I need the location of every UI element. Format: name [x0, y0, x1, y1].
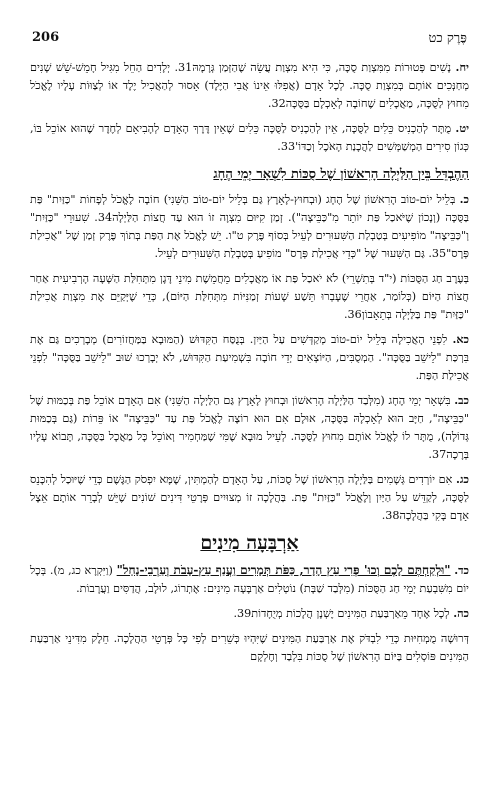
paragraph	[30, 470, 469, 525]
paragraph-number: כב.	[454, 393, 469, 407]
paragraph-number: כא.	[452, 332, 469, 346]
paragraph	[30, 561, 469, 598]
paragraph-text: בְּעֶרֶב חַג הַסֻּכּוֹת (י"ד בְּתִשְׁרֵי) לֹא יֹאכַל פַּת אוֹ מַאֲכָלִים מֵחֲמֵשֶׁת מִינֵי דָּגָן מִתְּחִלַּת הַשָּׁעָה הָרְבִיעִית אַחַר חֲצוֹת הַיּוֹם (כְּלוֹמַר, אַחֲרֵי שֶׁעָבְרוּ תֵּשַׁע שָׁעוֹת זְמַנִּיּוֹת מִתְּחִלַּת הַיּוֹם), כְּדֵי שֶׁיְּקַיֵּם אֶת מִצְוַת אֲכִילַת "כַּזַּיִת" פַּת בַּלַּיְלָה בְּתֵאָבוֹן36.	[30, 272, 469, 321]
paragraph	[30, 330, 469, 385]
paragraph	[30, 58, 469, 113]
paragraph	[30, 269, 469, 324]
running-title: פֶּרֶק כט	[428, 31, 467, 46]
paragraph-text: בִּשְׁאָר יְמֵי הֶחָג (מִלְּבַד הַלַּיְלָה הָרִאשׁוֹן וּבְחוּץ לָאָרֶץ גַּם הַלַּיְלָה הַשֵּׁנִי) אִם הָאָדָם אוֹכֵל פַּת בְּכַמּוּת שֶׁל "כַּבֵּיצָה", חַיָּב הוּא לְאָכְלָהּ בַּסֻּכָּה, אוּלָם אִם הוּא רוֹצֶה לֶאֱכֹל פַּת עַד "כַּבֵּיצָה" אוֹ פֵּרוֹת (גַּם בְּכַמּוּת גְּדוֹלָה), מֻתָּר לוֹ לֶאֱכֹל אוֹתָם מִחוּץ לַסֻּכָּה. לְעֵיל מוּבָא שֶׁמִּי שֶׁמַּחְמִיר וְאוֹכֵל כָּל מַאֲכָל בַּסֻּכָּה, תָּבוֹא עָלָיו בְּרָכָה37.	[30, 394, 469, 461]
verse-quote: "וּלְקַחְתֶּם לָכֶם וְכוּ' פְּרִי עֵץ הָדָר, כַּפֹּת תְּמָרִים וַעֲנַף עֵץ-עָבֹת וְעַרְבֵי-נָחַל"	[116, 563, 451, 577]
paragraph-text: לִפְנֵי הָאֲכִילָה בְּלֵיל יוֹם-טוֹב מְקַדְּשִׁים עַל הַיַּיִן. בְּנֻסַּח הַקִּדּוּשׁ (הַמּוּבָא בַּמַּחֲזוֹרִים) מְבָרְכִים גַּם אֶת בִּרְכַּת "לֵישֵׁב בַּסֻּכָּה". הַמְסֻבִּים, הַיּוֹצְאִים יְדֵי חוֹבָה בִּשְׁמִיעַת הַקִּדּוּשׁ, לֹא יְבָרְכוּ שׁוּב "לֵישֵׁב בַּסֻּכָּה" לִפְנֵי אֲכִילַת הַפַּת.	[30, 333, 469, 382]
paragraph-text: מֻתָּר לְהַכְנִיס כֵּלִים לַסֻּכָּה, אֵין לְהַכְנִיס לַסֻּכָּה כֵּלִים שֶׁאֵין דֶּרֶךְ הָאָדָם לְהָבִיאָם לְחֶדֶר שֶׁהוּא אוֹכֵל בּוֹ, כְּגוֹן סִירִים הַמְשַׁמְּשִׁים לַהֲכָנַת הָאֹכֶל וְכַדּוֹ'33.	[30, 122, 469, 153]
paragraph-number: כד.	[454, 563, 469, 577]
paragraph-text: נָשִׁים פְּטוּרוֹת מִמִּצְוַת סֻכָּה, כִּי הִיא מִצְוַת עֲשֵׂה שֶׁהַזְּמַן גְּרָמָהּ31. יְלָדִים הַחֵל מִגִּיל חָמֵשׁ-שֵׁשׁ שָׁנִים מְחַנְּכִים אוֹתָם בְּמִצְוַת סֻכָּה. לְכָל אָדָם (אֲפִלּוּ אֵינוֹ אֲבִי הַיֶּלֶד) אָסוּר לְהַאֲכִיל יֶלֶד אוֹ לְצַוּוֹת עָלָיו לֶאֱכֹל מִחוּץ לַסֻּכָּה, מַאֲכָלִים שֶׁחוֹבָה לְאָכְלָם בַּסֻּכָּה32.	[30, 61, 469, 110]
paragraph-number: יח.	[455, 60, 469, 74]
paragraph-text: לְכָל אֶחָד מֵאַרְבַּעַת הַמִּינִים יֶשְׁנָן הֲלָכוֹת מְיֻחָדוֹת39.	[233, 607, 450, 620]
paragraph-number: כה.	[453, 606, 469, 620]
paragraph	[30, 629, 469, 666]
page-number: 206	[32, 30, 60, 45]
paragraph-text: בְּלֵיל יוֹם-טוֹב הָרִאשׁוֹן שֶׁל הֶחָג (וּבְחוּץ-לָאָרֶץ גַּם בְּלֵיל יוֹם-טוֹב הַשֵּׁנִי) חוֹבָה לֶאֱכֹל לְפָחוֹת "כַּזַּיִת" פַּת בַּסֻּכָּה (וְנָכוֹן שֶׁיֹּאכַל פַּת יוֹתֵר מִ"כַּבֵּיצָה"). זְמַן קִיּוּם מִצְוָה זוֹ הוּא עַד חֲצוֹת הַלַּיְלָה34. שִׁעוּרֵי "כַּזַּיִת" וְ"כַּבֵּיצָה" מוֹפִיעִים בְּטַבְלַת הַשִּׁעוּרִים לְעֵיל בְּסוֹף פֶּרֶק ט"ו. יֵשׁ לֶאֱכֹל אֶת הַפַּת בְּתוֹךְ פֶּרֶק זְמַן שֶׁל "אֲכִילַת פְּרָס"35. גַּם הַשִּׁעוּר שֶׁל "כְּדֵי אֲכִילַת פְּרָס" מוֹפִיעַ בְּטַבְלַת הַשִּׁעוּרִים לְעֵיל.	[30, 193, 469, 260]
paragraph-text: דְּרוּשָׁה מֻמְחִיּוּת כְּדֵי לִבְדֹּק אֶת אַרְבַּעַת הַמִּינִים שֶׁיִּהְיוּ כְּשֵׁרִים לְפִי כָּל פְּרָטֵי הַהֲלָכָה. חֵלֶק מִדִּינֵי אַרְבַּעַת הַמִּינִים פּוֹסְלִים בַּיּוֹם הָרִאשׁוֹן שֶׁל סֻכּוֹת בִּלְבַד וְחֶלְקָם	[30, 632, 469, 663]
paragraph-number: כג.	[455, 472, 469, 486]
section-title: אַרְבָּעָה מִינִים	[200, 532, 299, 554]
paragraph-text: (וַיִּקְרָא כג, מ). בְּכָל יוֹם מִשִּׁבְעַת יְמֵי חַג הַסֻּכּוֹת (מִלְּבַד שַׁבָּת) נוֹטְלִים אַרְבָּעָה מִינִים: אֶתְרוֹג, לוּלָב, הֲדַסִּים וַעֲרָבוֹת.	[30, 564, 469, 595]
paragraph	[30, 391, 469, 464]
page-header	[32, 30, 467, 52]
paragraph	[30, 190, 469, 263]
section-heading: הַהֶבְדֵּל בֵּין הַלַּיְלָה הָרִאשׁוֹן שֶׁל סֻכּוֹת לִשְׁאָר יְמֵי הֶחָג	[213, 167, 469, 182]
paragraph-number: יט.	[455, 121, 470, 135]
paragraph-text: אִם יוֹרְדִים גְּשָׁמִים בַּלַּיְלָה הָרִאשׁוֹן שֶׁל סֻכּוֹת, עַל הָאָדָם לְהַמְתִּין, שֶׁמָּא יִפְסֹק הַגֶּשֶׁם כְּדֵי שֶׁיּוּכַל לְהִכָּנֵס לַסֻּכָּה, לְקַדֵּשׁ עַל הַיַּיִן וְלֶאֱכֹל "כַּזַּיִת" פַּת. בַּהֲלָכָה זוֹ מְצוּיִים פְּרָטֵי דִּינִים שׁוֹנִים שֶׁיֵּשׁ לְבָרֵר אוֹתָם אֵצֶל אָדָם בָּקִי בַּהֲלָכָה38.	[30, 473, 469, 522]
paragraph	[30, 119, 469, 156]
page-content	[30, 58, 469, 672]
paragraph	[30, 604, 469, 623]
paragraph-number: כ.	[459, 192, 469, 206]
